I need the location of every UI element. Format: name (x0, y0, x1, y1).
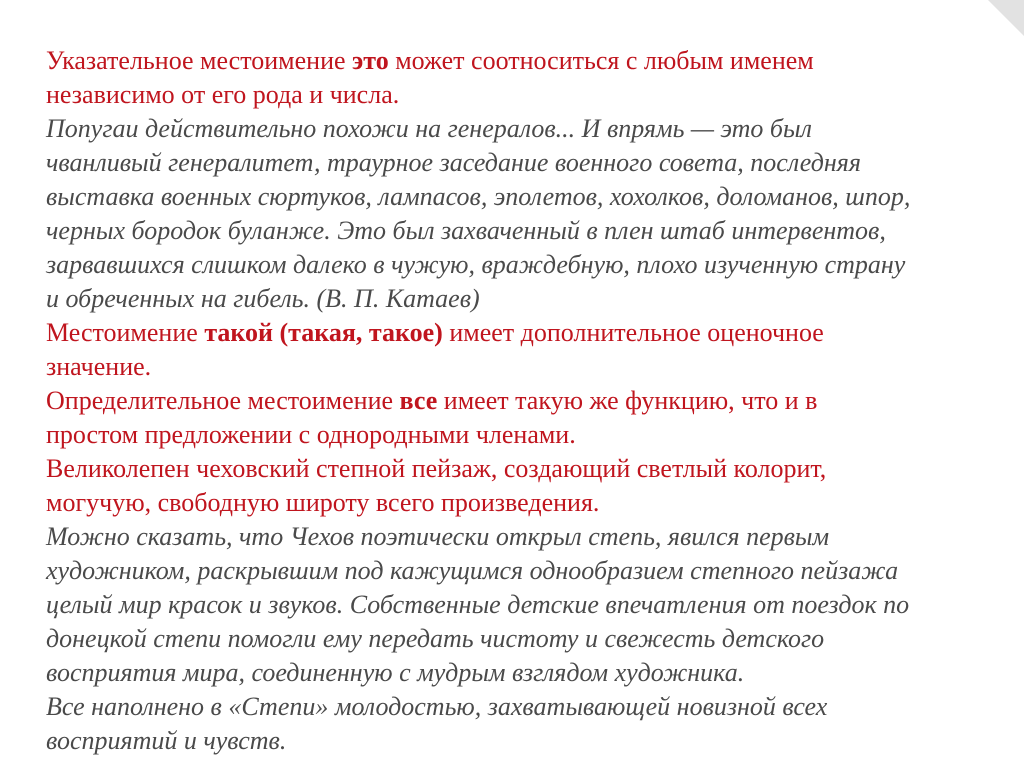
chekhov-quote-line: восприятий и чувств. (46, 726, 287, 755)
demonstrative-pronoun-rule-line-2: независимо от его рода и числа. (46, 80, 400, 109)
chekhov-quote-line: Можно сказать, что Чехов поэтически открыл степь, явился первым (46, 522, 830, 551)
keyword-vse: все (399, 386, 438, 415)
chekhov-quote-line: донецкой степи помогли ему передать чистоту и свежесть детского (46, 624, 825, 653)
chekhov-example-line: могучую, свободную широту всего произведения. (46, 488, 600, 517)
kataev-quote-line: и обреченных на гибель. (В. П. Катаев) (46, 284, 480, 313)
kataev-quote-line: чванливый генералитет, траурное заседание военного совета, последняя (46, 148, 861, 177)
chekhov-quote-line: восприятия мира, соединенную с мудрым взглядом художника. (46, 658, 745, 687)
corner-decoration (988, 0, 1024, 36)
kataev-quote-line: зарвавшихся слишком далеко в чужую, враждебную, плохо изученную страну (46, 250, 906, 279)
kataev-quote-line: Попугаи действительно похожи на генералов... И впрямь — это был (46, 114, 812, 143)
takoy-pronoun-rule-line-1: Местоимение такой (такая, такое) имеет дополнительное оценочное (46, 318, 824, 347)
keyword-takoy: такой (такая, такое) (204, 318, 443, 347)
chekhov-quote-line: художником, раскрывшим под кажущимся однообразием степного пейзажа (46, 556, 899, 585)
kataev-quote-line: выставка военных сюртуков, лампасов, эполетов, хохолков, доломанов, шпор, (46, 182, 911, 211)
kataev-quote-line: черных бородок буланже. Это был захваченный в плен штаб интервентов, (46, 216, 886, 245)
demonstrative-pronoun-rule-line-1: Указательное местоимение это может соотноситься с любым именем (46, 46, 814, 75)
chekhov-quote-line: целый мир красок и звуков. Собственные детские впечатления от поездок по (46, 590, 910, 619)
takoy-pronoun-rule-line-2: значение. (46, 352, 152, 381)
keyword-eto: это (352, 46, 389, 75)
chekhov-example-line: Великолепен чеховский степной пейзаж, создающий светлый колорит, (46, 454, 827, 483)
definitive-pronoun-rule-line-1: Определительное местоимение все имеет такую же функцию, что и в (46, 386, 818, 415)
definitive-pronoun-rule-line-2: простом предложении с однородными членами. (46, 420, 576, 449)
chekhov-quote-line: Все наполнено в «Степи» молодостью, захватывающей новизной всех (46, 692, 828, 721)
